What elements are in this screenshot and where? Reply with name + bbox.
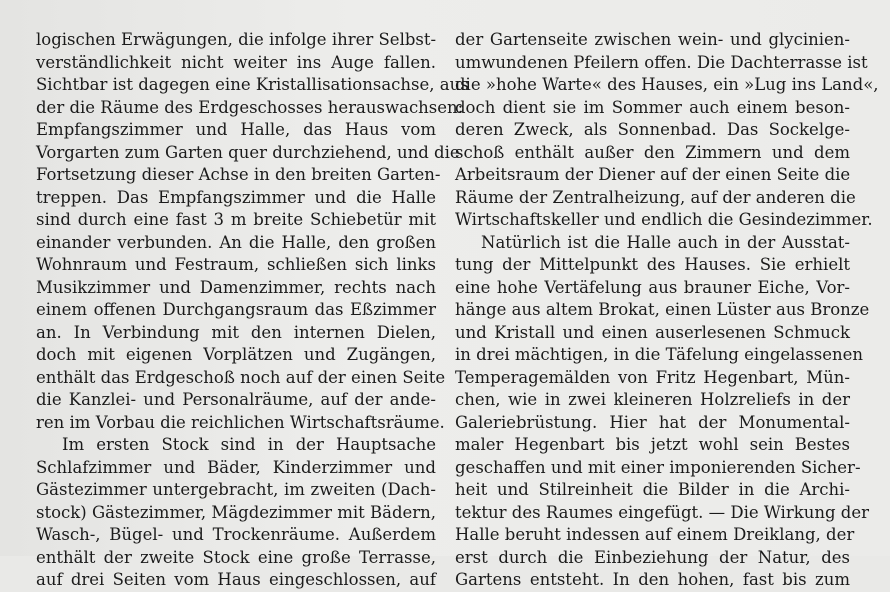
text-line: einander verbunden. An die Halle, den großen xyxy=(36,232,436,252)
text-line: ren im Vorbau die reichlichen Wirtschaftsräume. xyxy=(36,412,445,432)
left-column xyxy=(36,29,469,592)
text-line: eine hohe Vertäfelung aus brauner Eiche, Vor- xyxy=(455,277,850,297)
text-line: Temperagemälden von Fritz Hegenbart, Mün- xyxy=(455,367,850,387)
right-column xyxy=(455,29,879,592)
text-line: doch mit eigenen Vorplätzen und Zugängen, xyxy=(36,345,436,364)
text-line: tung der Mittelpunkt des Hauses. Sie erhielt xyxy=(455,255,850,274)
text-line: der Gartenseite zwischen wein- und glycinien- xyxy=(455,30,850,49)
text-line: Im ersten Stock sind in der Hauptsache xyxy=(62,435,436,454)
text-line: tektur des Raumes eingefügt. — Die Wirkung der xyxy=(455,502,869,522)
text-line: Arbeitsraum der Diener auf der einen Seite die xyxy=(455,165,851,184)
text-line: auf drei Seiten vom Haus eingeschlossen, auf xyxy=(36,570,436,589)
text-line: enthält das Erdgeschoß noch auf der einen Seite xyxy=(36,367,446,387)
text-line: heit und Stilreinheit die Bilder in die Archi- xyxy=(455,480,850,499)
text-line: der die Räume des Erdgeschosses herauswachsen: xyxy=(36,97,464,117)
text-line: Wohnraum und Festraum, schließen sich links xyxy=(36,255,436,274)
text-line: stock) Gästezimmer, Mägdezimmer mit Bädern, xyxy=(36,502,437,522)
text-line: an. In Verbindung mit den internen Dielen, xyxy=(36,322,436,342)
text-line: Gästezimmer untergebracht, im zweiten (Dach- xyxy=(36,480,436,499)
text-line: maler Hegenbart bis jetzt wohl sein Bestes xyxy=(455,435,850,454)
text-line: Fortsetzung dieser Achse in den breiten Garten- xyxy=(36,165,441,184)
text-line: verständlichkeit nicht weiter ins Auge fallen. xyxy=(36,52,436,72)
text-line: Schlafzimmer und Bäder, Kinderzimmer und xyxy=(36,457,436,477)
text-line: geschaffen und mit einer imponierenden Sicher- xyxy=(455,457,861,477)
text-line: Empfangszimmer und Halle, das Haus vom xyxy=(36,120,436,139)
text-line: hänge aus altem Brokat, einen Lüster aus Bronze xyxy=(455,300,870,319)
text-line: Sichtbar ist dagegen eine Kristallisationsachse, aus xyxy=(36,75,469,94)
text-line: sind durch eine fast 3 m breite Schiebetür mit xyxy=(36,210,436,229)
text-line: doch dient sie im Sommer auch einem beson- xyxy=(455,97,850,117)
text-line: chen, wie in zwei kleineren Holzreliefs in der xyxy=(455,390,850,409)
text-line: und Kristall und einen auserlesenen Schmuck xyxy=(455,322,850,342)
text-line: Gartens entsteht. In den hohen, fast bis zum xyxy=(455,570,850,589)
text-line: Wasch-, Bügel- und Trockenräume. Außerdem xyxy=(36,525,436,544)
text-line: logischen Erwägungen, die infolge ihrer Selbst- xyxy=(36,30,437,49)
text-line: einem offenen Durchgangsraum das Eßzimmer xyxy=(36,300,436,319)
text-line: deren Zweck, als Sonnenbad. Das Sockelge- xyxy=(455,120,850,139)
text-line: Wirtschaftskeller und endlich die Gesindezimmer. xyxy=(455,210,873,229)
text-line: erst durch die Einbeziehung der Natur, des xyxy=(455,547,850,567)
text-line: Galeriebrüstung. Hier hat der Monumental- xyxy=(455,412,850,432)
text-line: die Kanzlei- und Personalräume, auf der ande- xyxy=(36,390,436,409)
text-line: Räume der Zentralheizung, auf der anderen die xyxy=(455,187,856,207)
text-line: enthält der zweite Stock eine große Terrasse, xyxy=(36,547,436,567)
text-line: umwundenen Pfeilern offen. Die Dachterrasse ist xyxy=(455,52,868,72)
text-line: in drei mächtigen, in die Täfelung eingelassenen xyxy=(455,345,863,364)
text-line: Musikzimmer und Damenzimmer, rechts nach xyxy=(36,277,436,297)
text-line: treppen. Das Empfangszimmer und die Halle xyxy=(36,187,436,207)
text-line: die »hohe Warte« des Hauses, ein »Lug ins Land«, xyxy=(455,75,879,94)
text-line: schoß enthält außer den Zimmern und dem xyxy=(455,142,850,162)
text-line: Vorgarten zum Garten quer durchziehend, und die xyxy=(36,142,460,162)
text-line: Halle beruht indessen auf einem Dreiklang, der xyxy=(455,525,855,544)
text-line: Natürlich ist die Halle auch in der Ausstat- xyxy=(481,232,850,252)
